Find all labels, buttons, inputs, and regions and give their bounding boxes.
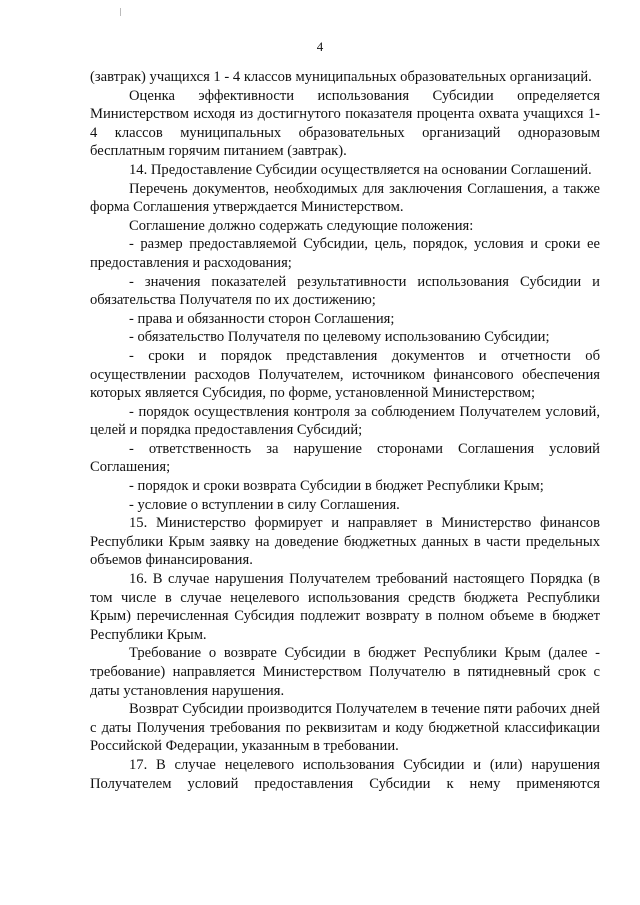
- paragraph: Перечень документов, необходимых для заключения Соглашения, а также форма Соглашения утверждается Министерством.: [90, 180, 600, 216]
- list-item: - права и обязанности сторон Соглашения;: [129, 310, 395, 327]
- scan-mark: [120, 8, 121, 16]
- document-body: [90, 68, 600, 793]
- list-item: - значения показателей результативности использования Субсидии и обязательства Получателя по их достижению;: [90, 273, 600, 309]
- page-number: 4: [316, 39, 324, 54]
- paragraph: 14. Предоставление Субсидии осуществляется на основании Соглашений.: [129, 161, 592, 178]
- list-item: - размер предоставляемой Субсидии, цель, порядок, условия и сроки ее предоставления и расходования;: [90, 236, 600, 271]
- list-item: - сроки и порядок представления документов и отчетности об осуществлении расходов Получателем, источником финансового обеспечения которых является Субсидия, по форме, установленной Министерством;: [90, 347, 600, 402]
- paragraph: 15. Министерство формирует и направляет в Министерство финансов Республики Крым заявку на доведение бюджетных данных в части предельных объемов финансирования.: [90, 515, 600, 569]
- paragraph: Возврат Субсидии производится Получателем в течение пяти рабочих дней с даты Получения требования по реквизитам и коду бюджетной классификации Российской Федерации, указанным в требовании.: [90, 701, 600, 755]
- list-item: - обязательство Получателя по целевому использованию Субсидии;: [129, 329, 550, 346]
- paragraph: (завтрак) учащихся 1 - 4 классов муниципальных образовательных организаций.: [90, 69, 592, 85]
- list-item: - условие о вступлении в силу Соглашения.: [129, 496, 400, 513]
- list-item: - ответственность за нарушение сторонами Соглашения условий Соглашения;: [90, 440, 600, 476]
- paragraph: 16. В случае нарушения Получателем требований настоящего Порядка (в том числе в случае нецелевого использования средств бюджета Республики Крым) перечисленная Субсидия подлежит возврату в полном объеме в бюджет Республики Крым.: [90, 571, 600, 643]
- paragraph: Соглашение должно содержать следующие положения:: [129, 217, 474, 234]
- paragraph: Оценка эффективности использования Субсидии определяется Министерством исходя из достигнутого показателя процента охвата учащихся 1-4 классов муниципальных образовательных организаций одноразовым бесплатным горячим питанием (завтрак).: [90, 87, 600, 160]
- paragraph: 17. В случае нецелевого использования Субсидии и (или) нарушения Получателем условий предоставления Субсидии к нему применяются: [90, 756, 600, 792]
- list-item: - порядок и сроки возврата Субсидии в бюджет Республики Крым;: [129, 478, 544, 495]
- paragraph: Требование о возврате Субсидии в бюджет Республики Крым (далее - требование) направляется Министерством Получателю в пятидневный срок с даты установления нарушения.: [90, 645, 600, 699]
- list-item: - порядок осуществления контроля за соблюдением Получателем условий, целей и порядка предоставления Субсидий;: [90, 403, 600, 439]
